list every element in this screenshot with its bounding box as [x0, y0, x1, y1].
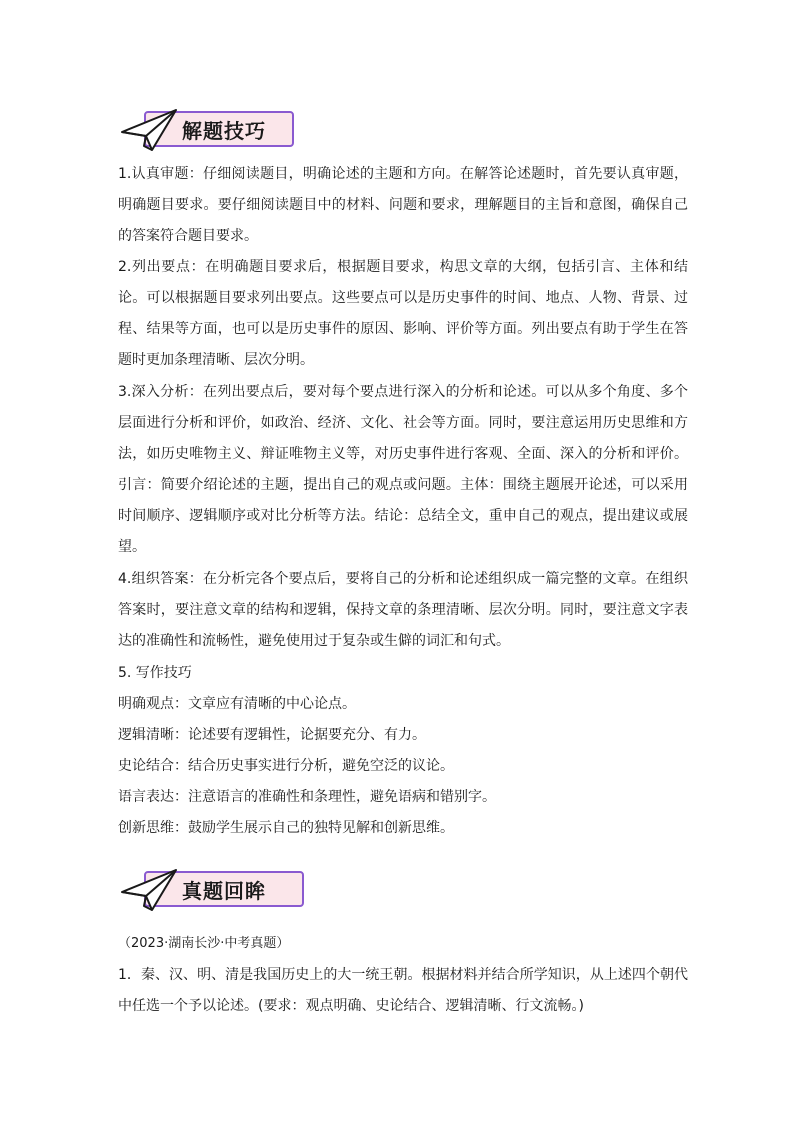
- paragraph-organize-answer: 4.组织答案：在分析完各个要点后，要将自己的分析和论述组织成一篇完整的文章。在组织答案时，要注意文章的结构和逻辑，保持文章的条理清晰、层次分明。同时，要注意文字表达的准确性和流畅性，避免使用过于复杂或生僻的词汇和句式。: [118, 571, 688, 649]
- paragraph-history-theory: 史论结合：结合历史事实进行分析，避免空泛的议论。: [118, 758, 454, 774]
- paragraph-writing-tips: 5. 写作技巧: [118, 665, 192, 681]
- paper-plane-icon: [118, 106, 180, 152]
- paragraph-list-points: 2.列出要点：在明确题目要求后，根据题目要求，构思文章的大纲，包括引言、主体和结论。可以根据题目要求列出要点。这些要点可以是历史事件的时间、地点、人物、背景、过程、结果等方面，也可以是历史事件的原因、影响、评价等方面。列出要点有助于学生在答题时更加条理清晰、层次分明。: [118, 259, 688, 368]
- paper-plane-icon: [118, 866, 180, 912]
- section-header-tips: [118, 106, 308, 152]
- paragraph-innovation: 创新思维：鼓励学生展示自己的独特见解和创新思维。: [118, 820, 454, 836]
- section-header-review: [118, 866, 308, 912]
- section-title: 解题技巧: [182, 118, 266, 143]
- paragraph-careful-reading: 1.认真审题：仔细阅读题目，明确论述的主题和方向。在解答论述题时，首先要认真审题，明确题目要求。要仔细阅读题目中的材料、问题和要求，理解题目的主旨和意图，确保自己的答案符合题目要求。: [118, 166, 688, 244]
- question-source: （2023·湖南长沙·中考真题）: [118, 936, 290, 951]
- section-title: 真题回眸: [182, 878, 266, 903]
- paragraph-clear-logic: 逻辑清晰：论述要有逻辑性，论据要充分、有力。: [118, 727, 426, 743]
- question-1: 1．秦、汉、明、清是我国历史上的大一统王朝。根据材料并结合所学知识，从上述四个朝代中任选一个予以论述。(要求：观点明确、史论结合、逻辑清晰、行文流畅。): [118, 967, 688, 1014]
- paragraph-deep-analysis: 3.深入分析：在列出要点后，要对每个要点进行深入的分析和论述。可以从多个角度、多个层面进行分析和评价，如政治、经济、文化、社会等方面。同时，要注意运用历史思维和方法，如历史唯物主义、辩证唯物主义等，对历史事件进行客观、全面、深入的分析和评价。引言：简要介绍论述的主题，提出自己的观点或问题。主体：围绕主题展开论述，可以采用时间顺序、逻辑顺序或对比分析等方法。结论：总结全文，重申自己的观点，提出建议或展望。: [118, 384, 688, 555]
- paragraph-clear-view: 明确观点：文章应有清晰的中心论点。: [118, 696, 356, 712]
- paragraph-language: 语言表达：注意语言的准确性和条理性，避免语病和错别字。: [118, 789, 496, 805]
